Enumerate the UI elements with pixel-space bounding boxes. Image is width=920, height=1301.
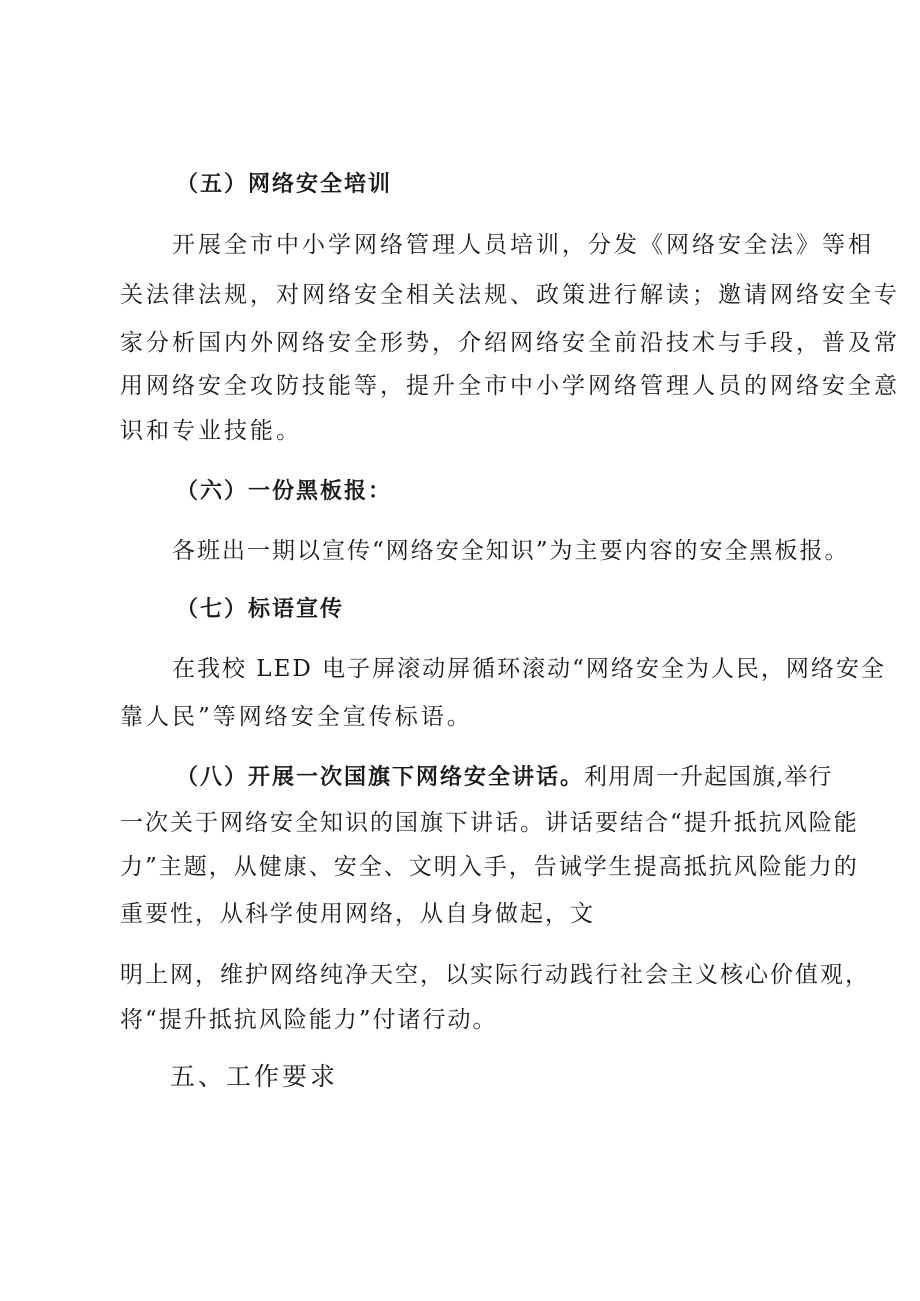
- section-5-line-5: 识和专业技能。: [120, 418, 302, 444]
- section-6-heading: （六）一份黑板报：: [176, 479, 393, 504]
- section-7-heading: （七）标语宣传: [176, 597, 345, 622]
- section-7-line-1: 在我校 LED 电子屏滚动屏循环滚动“网络安全为人民，网络安全: [172, 656, 886, 682]
- section-8-line-4: 明上网，维护网络纯净天空，以实际行动践行社会主义核心价值观，: [120, 962, 870, 988]
- section-5-line-4: 用网络安全攻防技能等，提升全市中小学网络管理人员的网络安全意: [120, 373, 900, 399]
- section-8-line-2: 力”主题，从健康、安全、文明入手，告诫学生提高抵抗风险能力的: [120, 854, 859, 880]
- section-8-bold-lead: （八）开展一次国旗下网络安全讲话。: [176, 765, 585, 790]
- section-8-line-1: 一次关于网络安全知识的国旗下讲话。讲话要结合“提升抵抗风险能: [120, 810, 859, 836]
- section-6-line-1: 各班出一期以宣传“网络安全知识”为主要内容的安全黑板报。: [172, 538, 850, 564]
- section-title-work-requirements: 五、工作要求: [170, 1062, 339, 1091]
- section-5-heading: （五）网络安全培训: [176, 172, 393, 197]
- section-5-line-1: 开展全市中小学网络管理人员培训，分发《网络安全法》等相: [172, 232, 874, 258]
- section-5-line-3: 家分析国内外网络安全形势，介绍网络安全前沿技术与手段，普及常: [120, 330, 900, 356]
- section-8-line-0: [176, 762, 832, 793]
- section-8-line-5: 将“提升抵抗风险能力”付诸行动。: [120, 1007, 498, 1033]
- section-5-line-2: 关法律法规，对网络安全相关法规、政策进行解读；邀请网络安全专: [120, 282, 900, 308]
- section-8-line-3: 重要性，从科学使用网络，从自身做起，文: [120, 901, 595, 927]
- section-8-lead-rest: 利用周一升起国旗,举行: [584, 764, 833, 790]
- section-7-line-2: 靠人民”等网络安全宣传标语。: [120, 704, 473, 730]
